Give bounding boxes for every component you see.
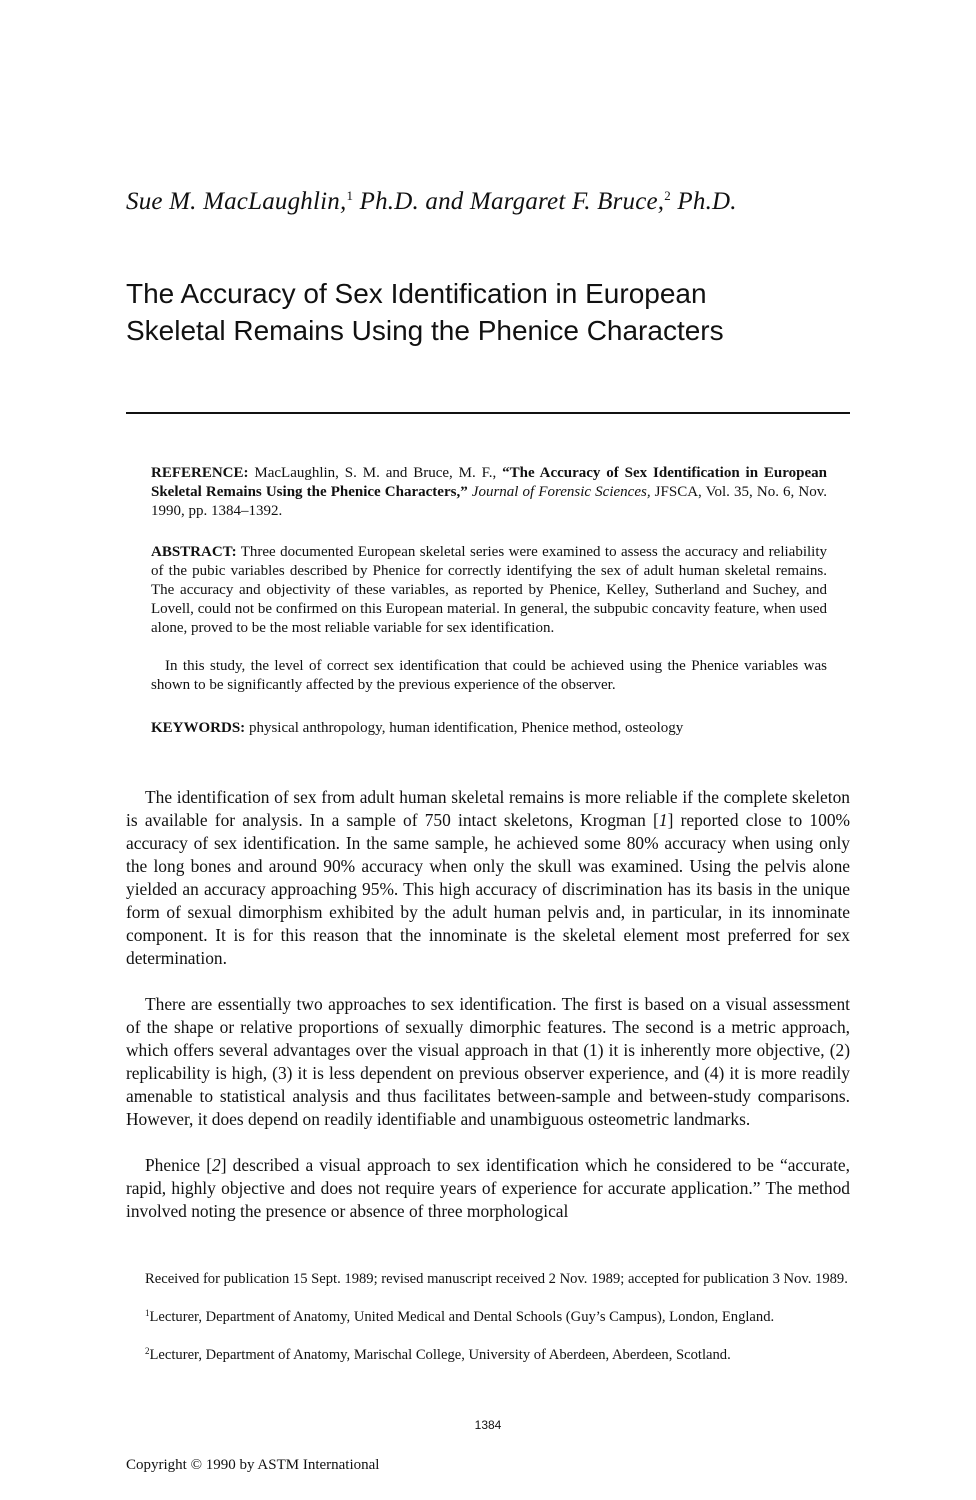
article-title-line-2: Skeletal Remains Using the Phenice Characters [126,315,724,346]
reference-label: REFERENCE: [151,465,249,481]
author-1-name: Sue M. MacLaughlin, [126,188,347,215]
author-1-footnote-mark: 1 [346,188,354,203]
reference-block [151,464,827,521]
footnote-1-mark: 1 [145,1308,150,1318]
author-2-degree: Ph.D. [670,188,737,215]
body-paragraph-1 [126,786,850,970]
article-title-line-1: The Accuracy of Sex Identification in European [126,278,707,309]
reference-authors: MacLaughlin, S. M. and Bruce, M. F., [248,465,503,481]
citation-ref-2: 2 [212,1155,221,1175]
article-title [126,275,886,349]
body-paragraph-3-text-a: Phenice [ [145,1155,213,1175]
abstract-paragraph [151,543,827,638]
footnote-2-text: Lecturer, Department of Anatomy, Marischal College, University of Aberdeen, Aberdeen, Scotland. [149,1347,731,1363]
body-paragraph-1-text-a: The identification of sex from adult human skeletal remains is more reliable if the complete skeleton is available for analysis. In a sample of 750 intact skeletons, Krogman [ [126,787,850,830]
footnote-2 [126,1347,850,1365]
author-line [126,188,886,216]
body-paragraph-2: There are essentially two approaches to sex identification. The first is based on a visual assessment of the shape or relative proportions of sexually dimorphic features. The second is a metric approach, which offers several advantages over the visual approach in that (1) it is inherently more objective, (2) replicability is high, (3) it is less dependent on previous observer experience, and (4) it is more readily amenable to statistical analysis and thus facilitates between-sample and between-study comparisons. However, it does depend on readily identifiable and unambiguous osteometric landmarks. [126,994,850,1129]
abstract-label: ABSTRACT: [151,544,237,560]
author-degree-text: Ph.D. and Margaret F. Bruce, [353,188,665,215]
keywords-line [151,719,827,738]
reference-citation: JFSCA, Vol. 35, No. 6, Nov. 1990, pp. 1384–1392. [151,484,827,519]
author-2-footnote-mark: 2 [664,188,671,203]
footnote-2-mark: 2 [145,1346,150,1356]
title-divider [126,412,850,414]
citation-ref-1: 1 [658,810,668,830]
keywords-text: physical anthropology, human identification, Phenice method, osteology [245,720,684,736]
footnote-1-text: Lecturer, Department of Anatomy, United Medical and Dental Schools (Guy’s Campus), London, England. [149,1309,775,1325]
page-number: 1384 [474,1418,502,1432]
abstract-paragraph-2: In this study, the level of correct sex identification that could be achieved using the Phenice variables was shown to be significantly affected by the previous experience of the observer. [151,658,827,693]
reference-journal: Journal of Forensic Sciences, [467,484,651,500]
reference-article-title: “The Accuracy of Sex Identification in European Skeletal Remains Using the Phenice Characters,” [151,465,827,500]
footnote-received: Received for publication 15 Sept. 1989; revised manuscript received 2 Nov. 1989; accepted for publication 3 Nov. 1989. [145,1271,848,1287]
keywords-label: KEYWORDS: [151,720,246,736]
copyright-notice: Copyright © 1990 by ASTM International [126,1457,380,1473]
body-paragraph-1-text-b: ] reported close to 100% accuracy of sex identification. In the same sample, he achieved some 80% accuracy when using only the long bones and around 90% accuracy when only the skull was examined. Using the pelvis alone yielded an accuracy approaching 95%. This high accuracy of discrimination has its basis in the unique form of sexual dimorphism exhibited by the adult human pelvis and, in particular, in its innominate component. It is for this reason that the innominate is the skeletal element most preferred for sex determination. [126,810,850,968]
body-paragraph-3-text-b: ] described a visual approach to sex identification which he considered to be “accurate, rapid, highly objective and does not require years of experience for accurate application.” The method involved noting the presence or absence of three morphological [126,1155,850,1221]
footnote-1 [126,1309,850,1327]
body-paragraph-3 [126,1154,850,1223]
abstract-text: Three documented European skeletal series were examined to assess the accuracy and reliability of the pubic variables described by Phenice for correctly identifying the sex of adult human skeletal remains. The accuracy and objectivity of these variables, as reported by Phenice, Kelley, Sutherland and Suchey, and Lovell, could not be confirmed on this European material. In general, the subpubic concavity feature, when used alone, proved to be the most reliable variable for sex identification. [151,544,827,636]
